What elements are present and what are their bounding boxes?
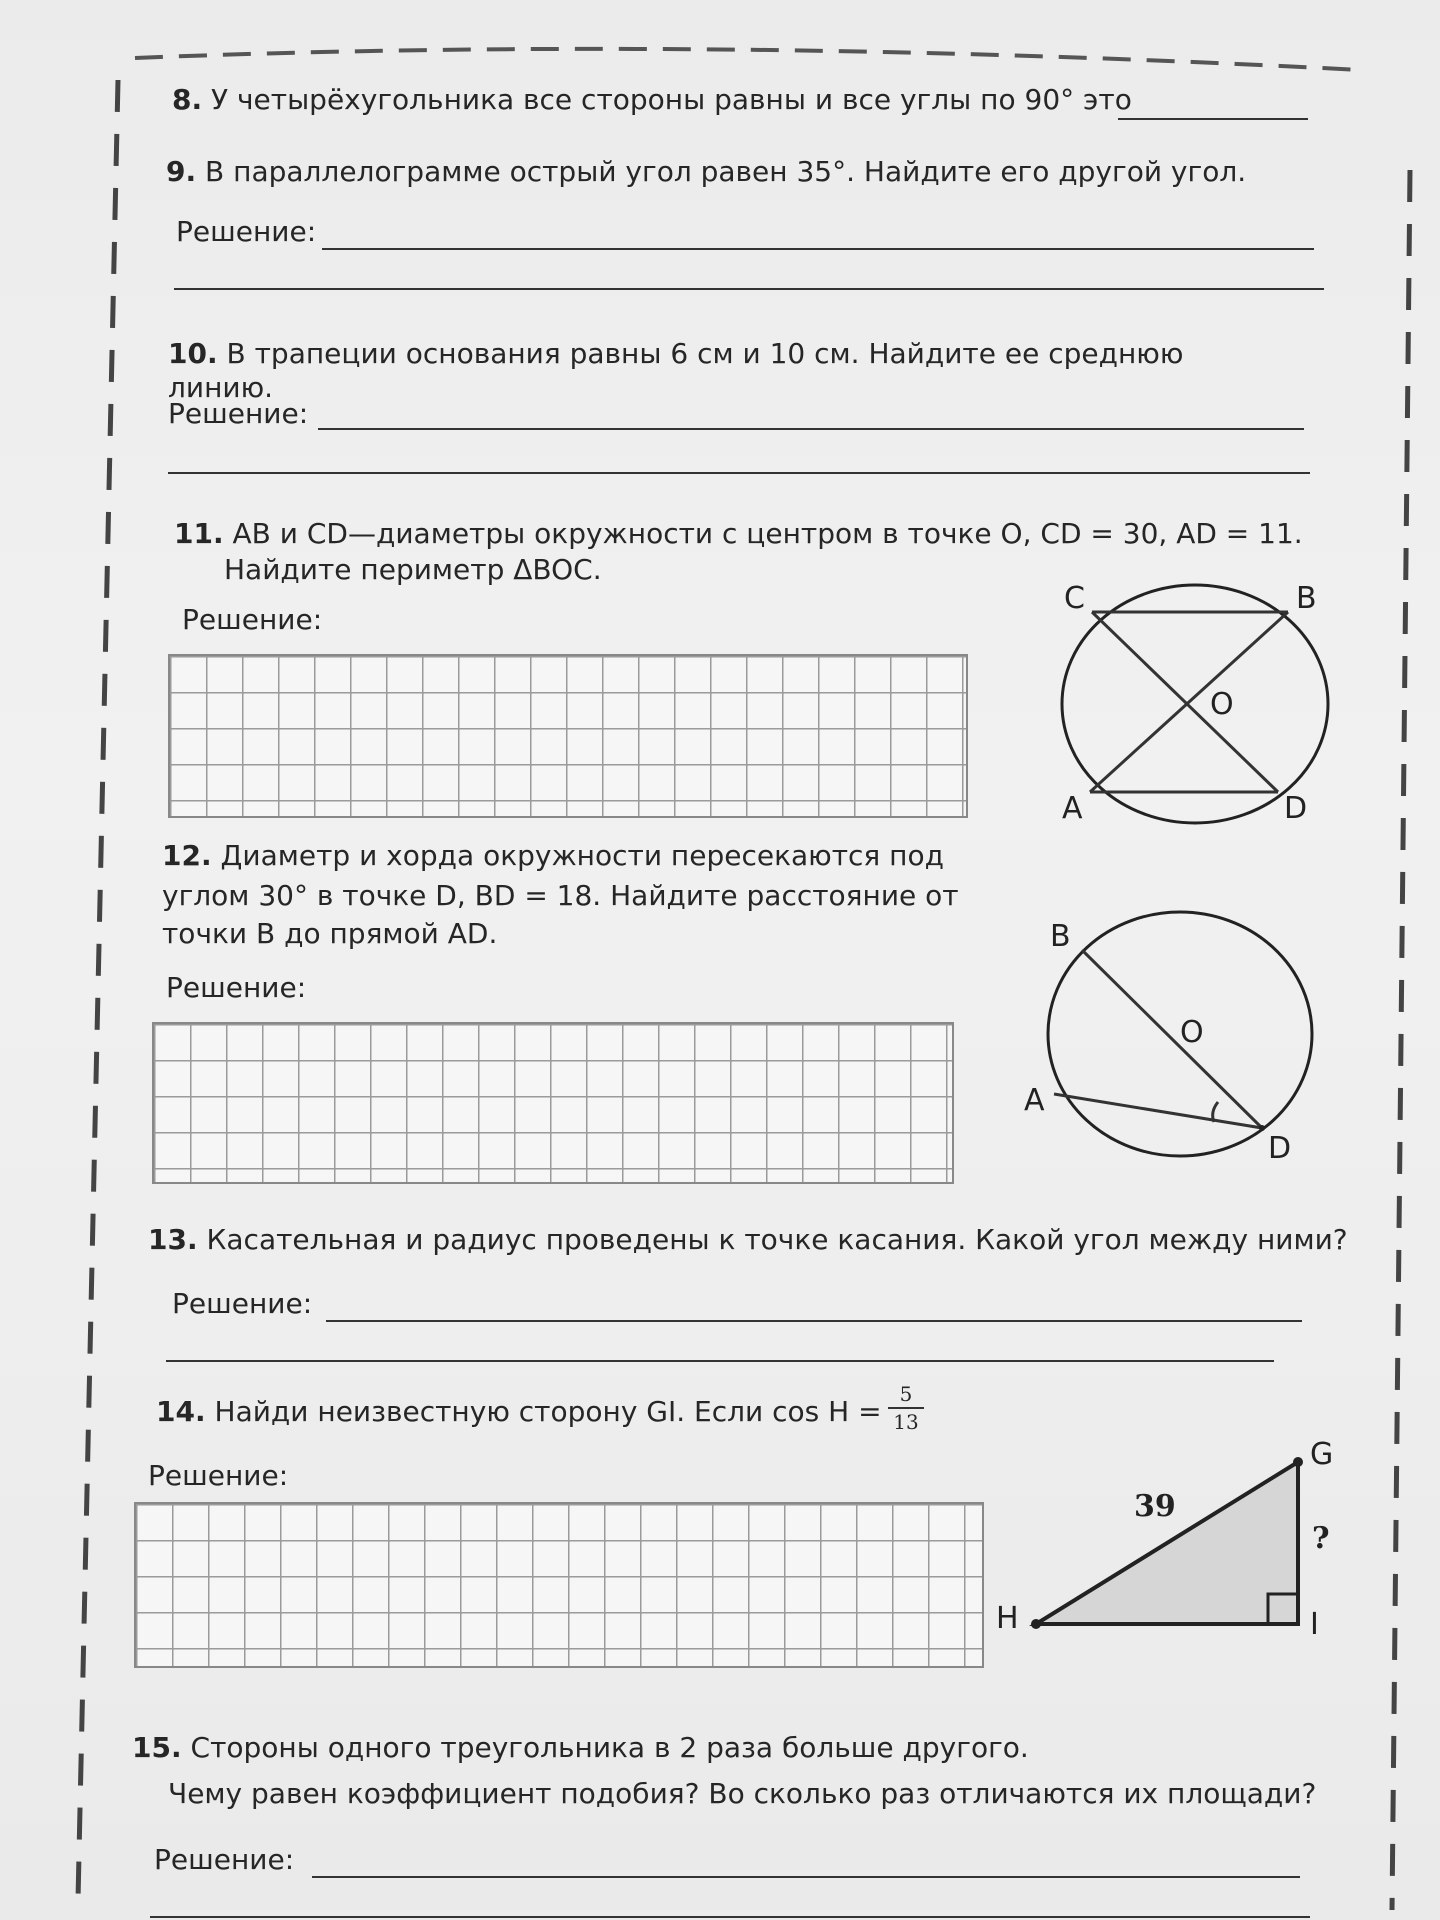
solution-grid[interactable] — [152, 1022, 954, 1184]
answer-line[interactable] — [150, 1916, 1310, 1918]
fraction-numerator: 5 — [899, 1382, 913, 1406]
solution-label: Решение: — [154, 1843, 295, 1876]
solution-label: Решение: — [148, 1459, 289, 1492]
problem-text-continued: линию. — [168, 371, 274, 404]
label-C: C — [1064, 581, 1085, 616]
problem-8 — [172, 82, 1132, 118]
answer-line[interactable] — [312, 1876, 1300, 1878]
problem-text-continued: Чему равен коэффициент подобия? Во сколько раз отличаются их площади? — [168, 1777, 1317, 1810]
problem-number: 14. — [156, 1395, 206, 1428]
label-O: O — [1210, 687, 1234, 722]
answer-line[interactable] — [168, 472, 1310, 474]
answer-line[interactable] — [326, 1320, 1302, 1322]
label-I: I — [1310, 1607, 1319, 1642]
label-O: O — [1180, 1015, 1204, 1050]
problem-text-continued: точки B до прямой AD. — [162, 917, 498, 950]
problem-text: У четырёхугольника все стороны равны и все углы по 90° это — [211, 83, 1132, 116]
label-G: G — [1310, 1437, 1334, 1472]
problem-number: 15. — [132, 1731, 182, 1764]
problem-number: 11. — [174, 517, 224, 550]
problem-12 — [162, 838, 944, 874]
problem-number: 12. — [162, 839, 212, 872]
solution-label: Решение: — [166, 971, 307, 1004]
problem-text: Касательная и радиус проведены к точке касания. Какой угол между ними? — [206, 1223, 1348, 1256]
answer-line[interactable] — [174, 288, 1324, 290]
problem-text: AB и CD—диаметры окружности с центром в точке O, CD = 30, AD = 11. — [232, 517, 1303, 550]
problem-text: В параллелограмме острый угол равен 35°. Найдите его другой угол. — [205, 155, 1247, 188]
problem-14 — [156, 1394, 882, 1430]
answer-line[interactable] — [1118, 118, 1308, 120]
problem-text-continued: Найдите периметр ΔBOC. — [224, 553, 602, 586]
problem-13 — [148, 1222, 1348, 1258]
problem-number: 10. — [168, 337, 218, 370]
answer-line[interactable] — [318, 428, 1304, 430]
problem-text: Стороны одного треугольника в 2 раза больше другого. — [190, 1731, 1029, 1764]
circle-diameters-figure — [1030, 570, 1360, 840]
hypotenuse-length: 39 — [1134, 1489, 1176, 1524]
fraction-5-13 — [888, 1382, 924, 1434]
unknown-side: ? — [1312, 1521, 1330, 1556]
label-B: B — [1296, 581, 1317, 616]
problem-number: 9. — [166, 155, 197, 188]
label-D: D — [1268, 1131, 1292, 1166]
problem-15 — [132, 1730, 1029, 1766]
problem-text: Найди неизвестную сторону GI. Если cos H = — [214, 1395, 882, 1428]
solution-grid[interactable] — [134, 1502, 984, 1668]
right-triangle-figure — [990, 1430, 1350, 1660]
label-A: A — [1062, 791, 1083, 826]
problem-9 — [166, 154, 1246, 190]
answer-line[interactable] — [322, 248, 1314, 250]
problem-10 — [168, 336, 1183, 372]
fraction-denominator: 13 — [893, 1410, 919, 1434]
problem-11 — [174, 516, 1303, 552]
solution-label: Решение: — [182, 603, 323, 636]
problem-text-continued: углом 30° в точке D, BD = 18. Найдите расстояние от — [162, 879, 959, 912]
label-A: A — [1024, 1083, 1045, 1118]
problem-number: 13. — [148, 1223, 198, 1256]
solution-label: Решение: — [176, 215, 317, 248]
problem-text: Диаметр и хорда окружности пересекаются под — [220, 839, 944, 872]
label-B: B — [1050, 919, 1071, 954]
problem-number: 8. — [172, 83, 203, 116]
solution-label: Решение: — [168, 397, 309, 430]
problem-text: В трапеции основания равны 6 см и 10 см. Найдите ее среднюю — [226, 337, 1184, 370]
label-D: D — [1284, 791, 1308, 826]
circle-chord-figure — [1010, 900, 1340, 1180]
solution-grid[interactable] — [168, 654, 968, 818]
label-H: H — [996, 1601, 1019, 1636]
solution-label: Решение: — [172, 1287, 313, 1320]
answer-line[interactable] — [166, 1360, 1274, 1362]
